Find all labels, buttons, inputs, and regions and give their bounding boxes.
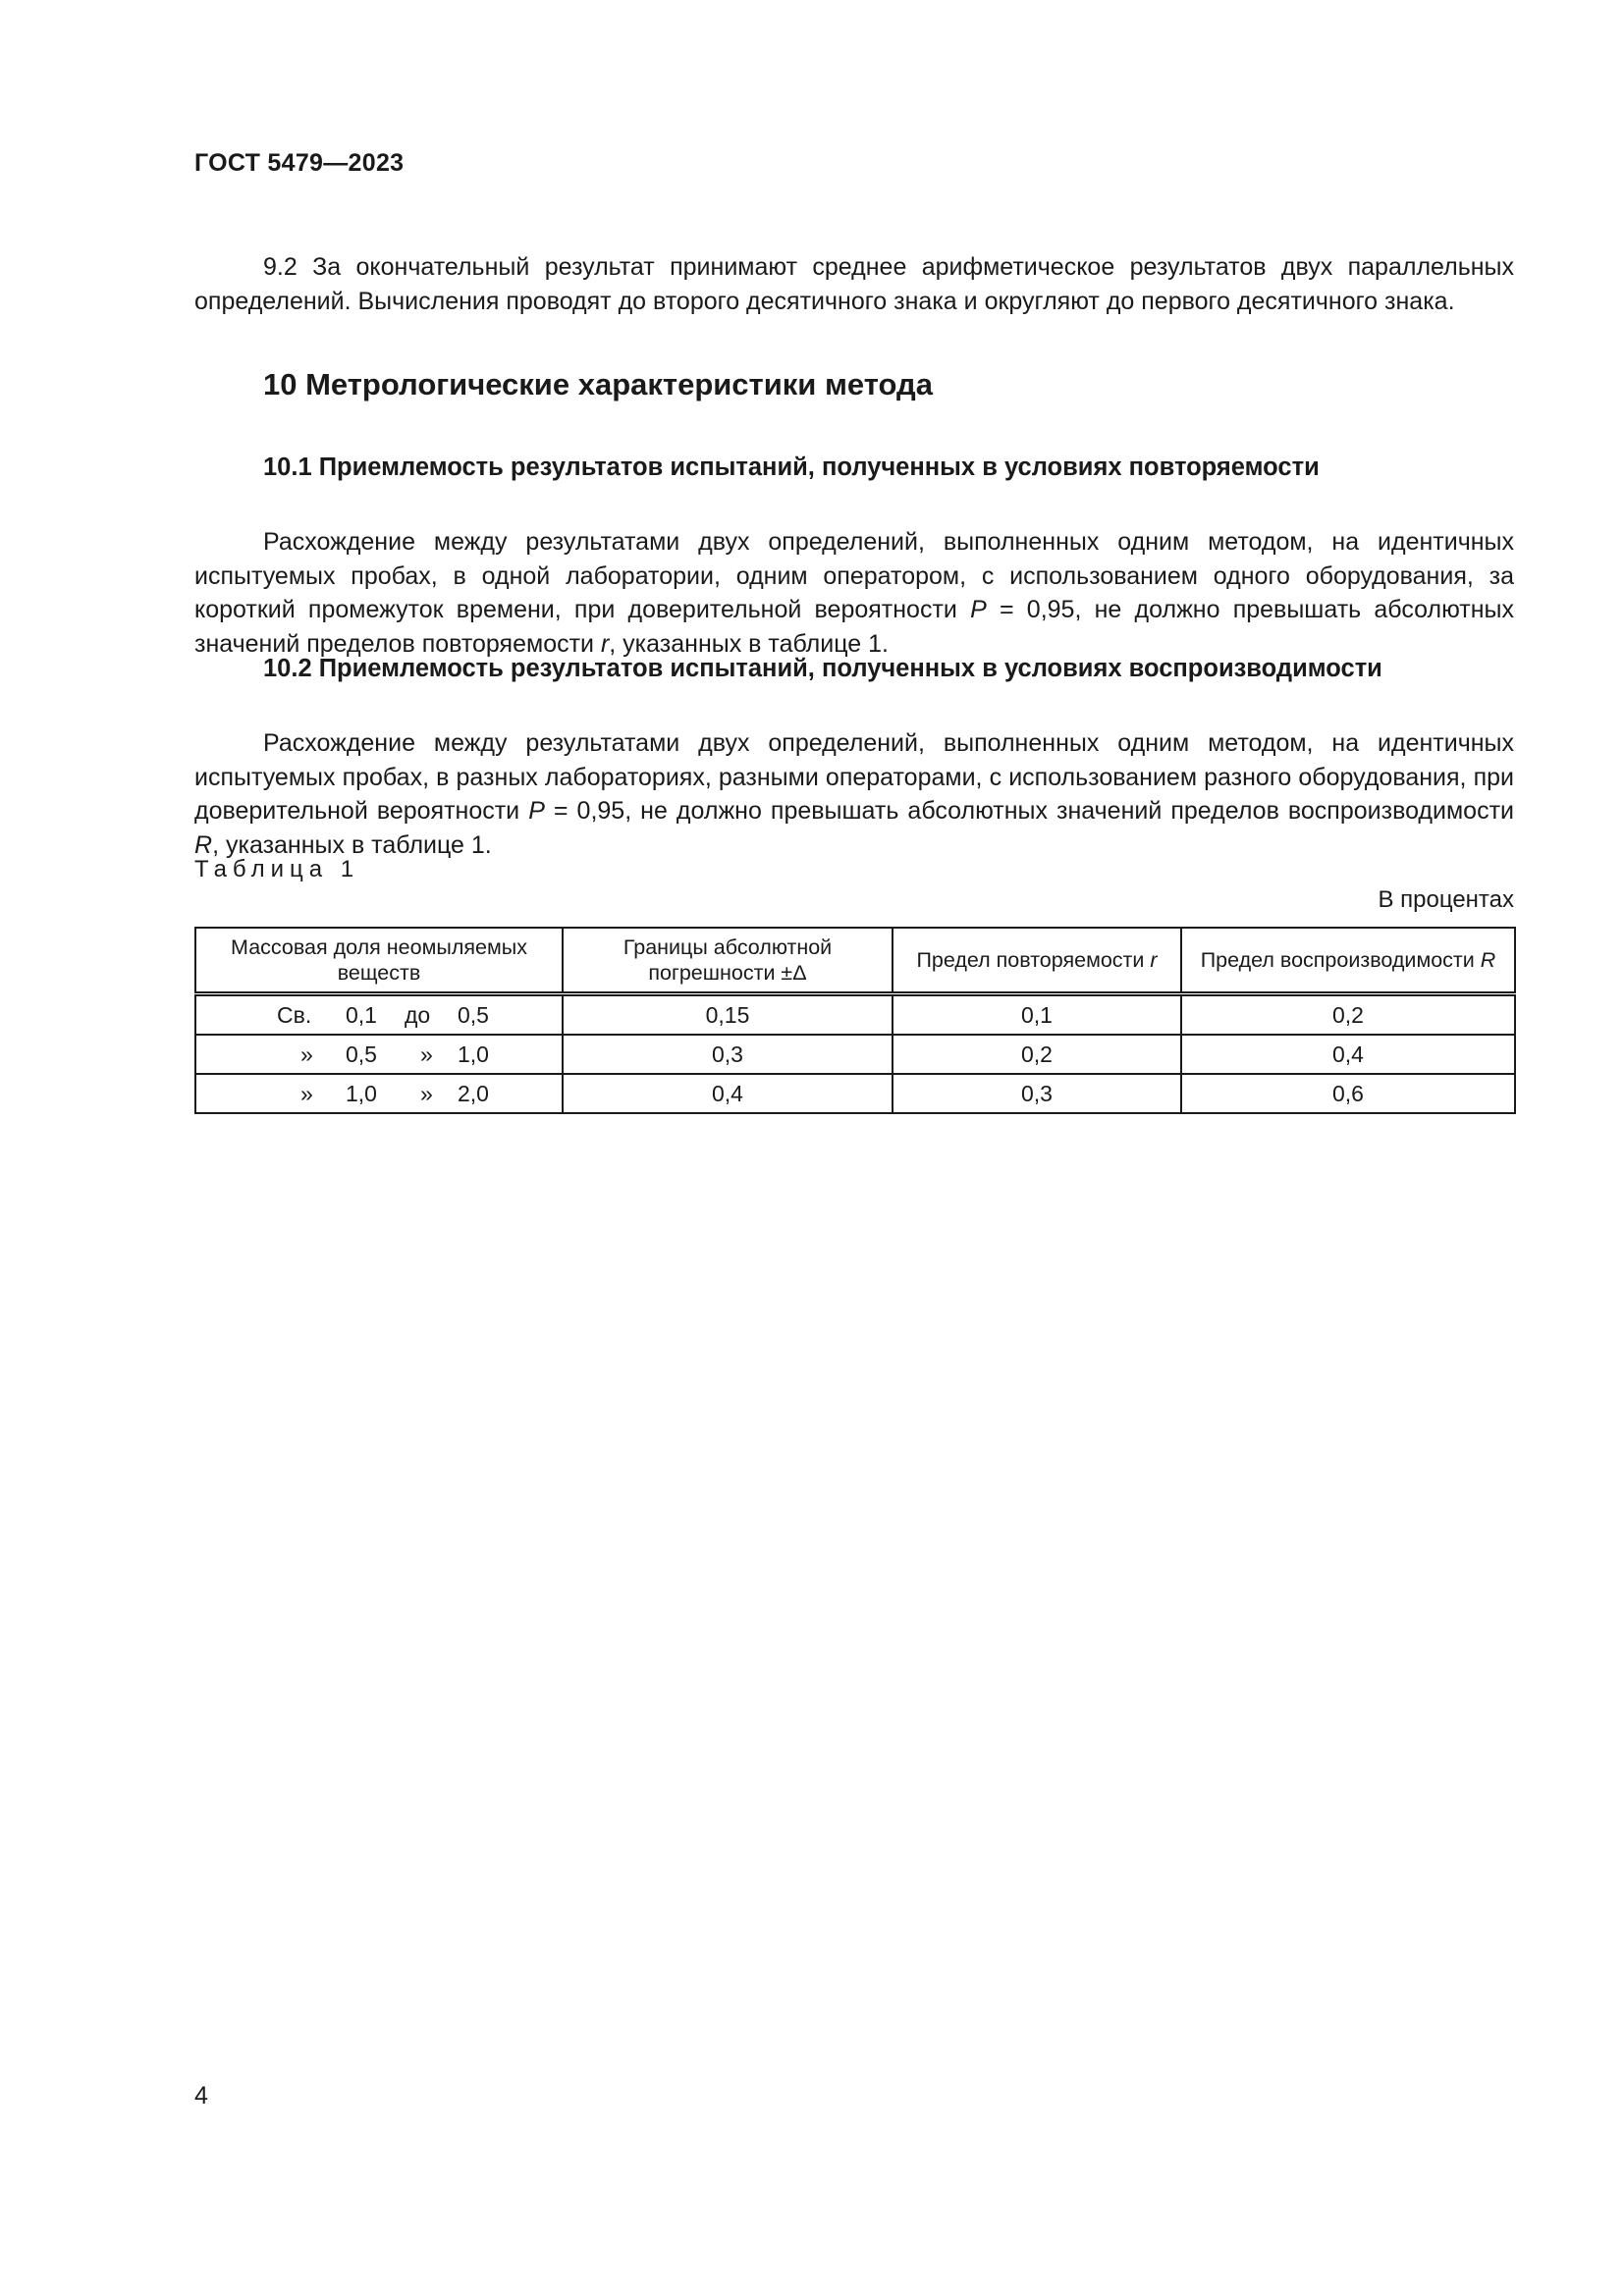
table-header-row [195, 928, 1515, 994]
header-reproducibility [1181, 928, 1515, 994]
big-r-symbol: R [194, 830, 213, 859]
paragraph-10-1-text-a: Расхождение между результатами двух определений, выполненных одним методом, на идентичных испытуемых пробах, в одной лаборатории, одним оператором, с использованием одного оборудования, за короткий промежуток времени, при доверительной вероятности [194, 528, 1514, 623]
paragraph-10-1-text-b: = 0,95, не должно превышать абсолютных значений пределов повторяемости [194, 596, 1514, 658]
section-10-heading: 10 Метрологические характеристики метода [263, 367, 933, 401]
paragraph-10-1-text-c: , указанных в таблице 1. [609, 629, 889, 658]
cell-range [195, 994, 563, 1036]
header-mass-fraction: Массовая доля неомыляемых веществ [195, 928, 563, 994]
range-from: 0,1 [346, 1002, 377, 1028]
cell-delta: 0,4 [563, 1074, 893, 1113]
range-prefix: » [300, 1041, 313, 1067]
cell-r: 0,3 [893, 1074, 1181, 1113]
cell-range [195, 1074, 563, 1113]
document-code: ГОСТ 5479—2023 [194, 149, 405, 177]
section-10-1-heading: 10.1 Приемлемость результатов испытаний, полученных в условиях повторяемости [263, 454, 1320, 481]
paragraph-10-2-text-b: = 0,95, не должно превышать абсолютных значений пределов воспроизводимости [544, 797, 1514, 825]
range-mid: » [420, 1081, 433, 1106]
range-to: 0,5 [458, 1002, 489, 1028]
cell-delta: 0,3 [563, 1035, 893, 1074]
section-10-2-heading: 10.2 Приемлемость результатов испытаний, полученных в условиях воспроизводимости [263, 655, 1382, 682]
cell-big-r: 0,4 [1181, 1035, 1515, 1074]
table-row [195, 1035, 1515, 1074]
p-symbol: P [528, 797, 545, 825]
paragraph-9-2: 9.2 За окончательный результат принимают среднее арифметическое результатов двух параллельных определений. Вычисления проводят до второго десятичного знака и округляют до первого десятичного знака. [194, 253, 1514, 315]
cell-r: 0,1 [893, 994, 1181, 1036]
paragraph-10-1 [194, 525, 1514, 661]
range-prefix: Св. [277, 1002, 312, 1028]
header-repeatability [893, 928, 1181, 994]
header-error-bounds: Границы абсолютной погрешности ±Δ [563, 928, 893, 994]
paragraph-10-2 [194, 726, 1514, 862]
range-from: 1,0 [346, 1081, 377, 1106]
header-reproducibility-label: Предел воспроизводимости [1200, 948, 1481, 972]
cell-delta: 0,15 [563, 994, 893, 1036]
range-to: 2,0 [458, 1081, 489, 1106]
table-caption: Таблица 1 [194, 856, 360, 882]
range-mid: до [405, 1002, 431, 1028]
metrology-table [194, 927, 1516, 1114]
cell-range [195, 1035, 563, 1074]
paragraph-10-2-text-c: , указанных в таблице 1. [212, 830, 492, 859]
table-units: В процентах [1378, 886, 1514, 913]
range-mid: » [420, 1041, 433, 1067]
page-number: 4 [194, 2082, 208, 2109]
table-row [195, 994, 1515, 1036]
header-repeatability-label: Предел повторяемости [916, 948, 1151, 972]
table-row [195, 1074, 1515, 1113]
p-symbol: P [970, 596, 987, 623]
range-from: 0,5 [346, 1041, 377, 1067]
cell-r: 0,2 [893, 1035, 1181, 1074]
range-prefix: » [300, 1081, 313, 1106]
paragraph-10-2-text-a: Расхождение между результатами двух определений, выполненных одним методом, на идентичных испытуемых пробах, в разных лабораториях, разными операторами, с использованием разного оборудования, при доверительной вероятности [194, 729, 1514, 825]
r-symbol: r [600, 629, 610, 658]
header-reproducibility-symbol: R [1480, 948, 1496, 972]
header-repeatability-symbol: r [1150, 948, 1158, 972]
cell-big-r: 0,6 [1181, 1074, 1515, 1113]
range-to: 1,0 [458, 1041, 489, 1067]
cell-big-r: 0,2 [1181, 994, 1515, 1036]
